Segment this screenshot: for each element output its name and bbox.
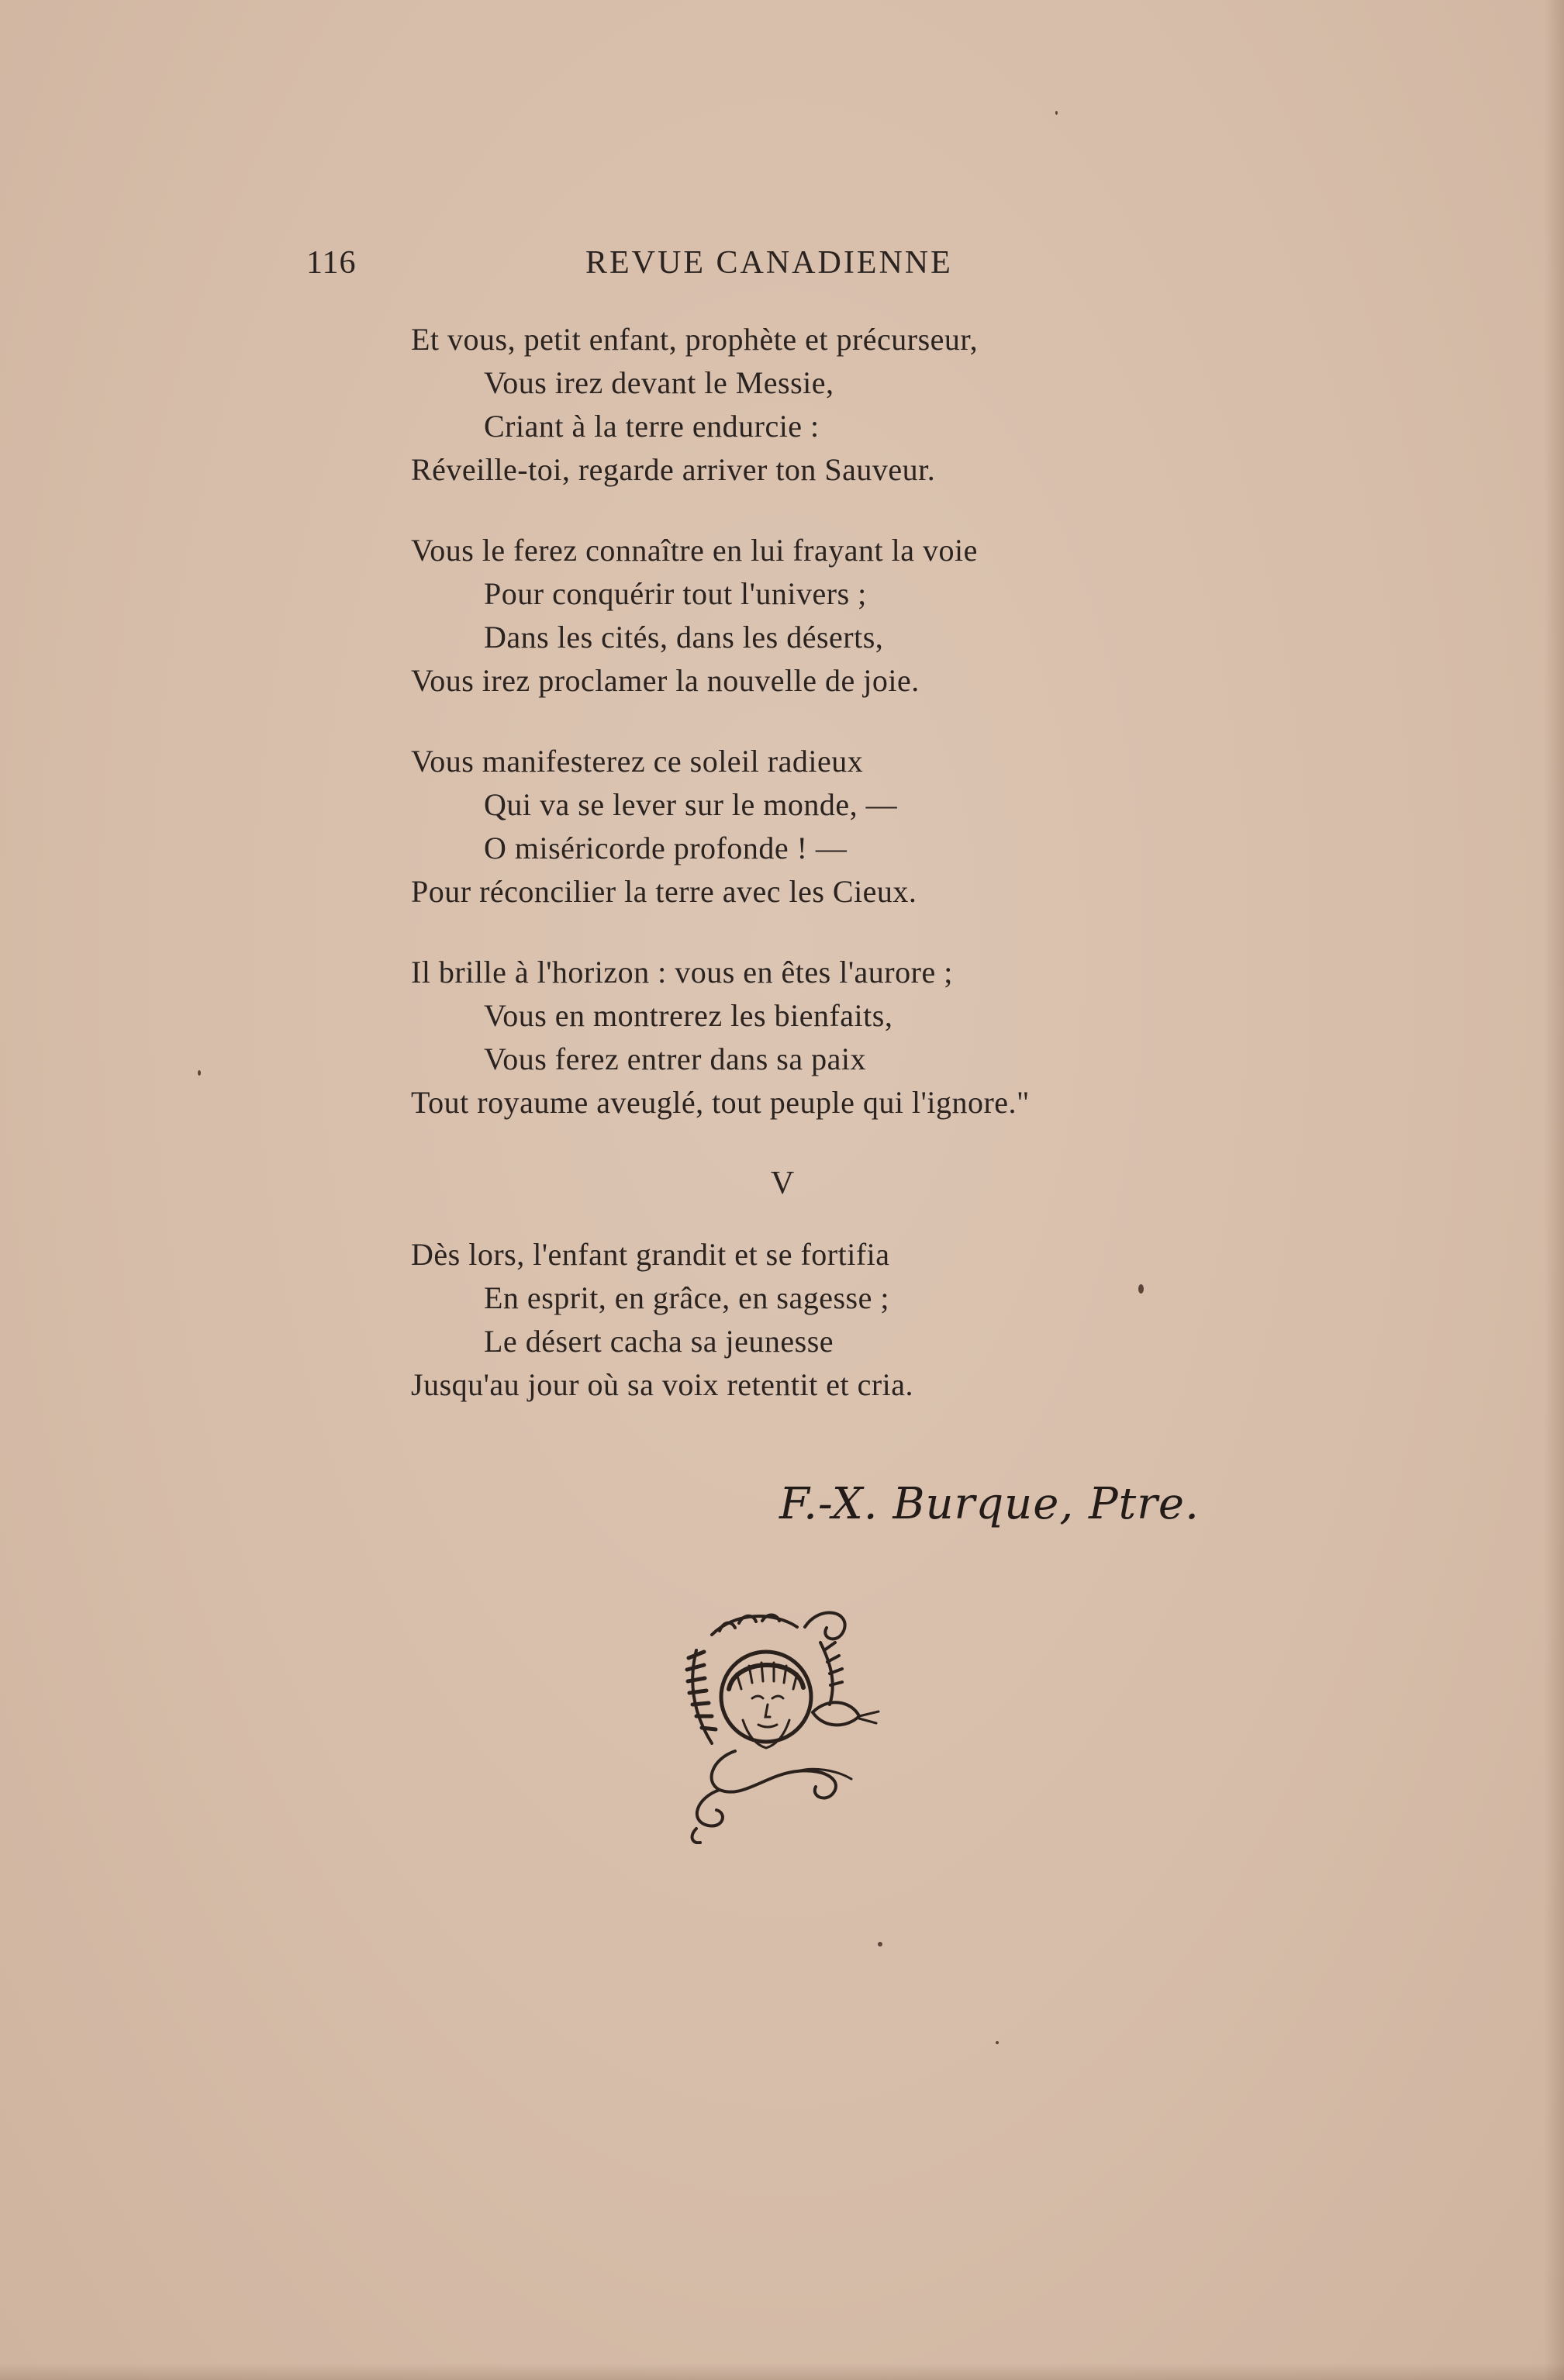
poem — [411, 318, 1264, 1444]
paper-speck — [198, 1070, 201, 1076]
verse-line: Qui va se lever sur le monde, — — [484, 787, 898, 822]
stanza-4 — [411, 951, 1264, 1124]
verse-line: En esprit, en grâce, en sagesse ; — [484, 1280, 889, 1315]
running-header — [306, 244, 1012, 291]
paper-speck — [878, 1942, 882, 1946]
paper-speck — [1138, 1284, 1144, 1294]
verse-line: Vous manifesterez ce soleil radieux — [411, 744, 864, 779]
verse-line: Et vous, petit enfant, prophète et précurseur, — [411, 322, 979, 357]
stanza-3 — [411, 740, 1264, 914]
verse-line: Réveille-toi, regarde arriver ton Sauveur. — [411, 452, 936, 487]
verse-line: Vous irez devant le Messie, — [484, 365, 834, 400]
verse-line: Tout royaume aveuglé, tout peuple qui l'ignore." — [411, 1085, 1030, 1120]
verse-line: Criant à la terre endurcie : — [484, 409, 820, 444]
verse-line: Dans les cités, dans les déserts, — [484, 620, 884, 655]
verse-line: Vous en montrerez les bienfaits, — [484, 998, 893, 1033]
verse-line: Pour réconcilier la terre avec les Cieux. — [411, 874, 917, 909]
stanza-2 — [411, 529, 1264, 703]
verse-line: Dès lors, l'enfant grandit et se fortifia — [411, 1237, 890, 1272]
running-title: REVUE CANADIENNE — [585, 245, 953, 281]
verse-line: Le désert cacha sa jeunesse — [484, 1324, 834, 1359]
stanza-1 — [411, 318, 1264, 492]
author-signature: F.-X. Burque, Ptre. — [779, 1479, 1200, 1529]
page-number: 116 — [306, 245, 357, 281]
verse-line: Pour conquérir tout l'univers ; — [484, 576, 867, 611]
page-edge-shadow — [1544, 0, 1564, 2380]
verse-line: Vous ferez entrer dans sa paix — [484, 1041, 866, 1076]
verse-line: Vous le ferez connaître en lui frayant la voie — [411, 533, 978, 568]
section-numeral: V — [770, 1166, 796, 1201]
child-portrait-vignette-icon — [665, 1596, 913, 1844]
page-bottom-shadow — [0, 2363, 1564, 2380]
verse-line: Vous irez proclamer la nouvelle de joie. — [411, 663, 920, 698]
paper-speck — [1055, 111, 1058, 115]
verse-line: Il brille à l'horizon : vous en êtes l'aurore ; — [411, 955, 953, 990]
verse-line: Jusqu'au jour où sa voix retentit et cria. — [411, 1367, 914, 1402]
verse-line: O miséricorde profonde ! — — [484, 831, 848, 865]
paper-speck — [996, 2041, 999, 2044]
stanza-final — [411, 1233, 1264, 1407]
